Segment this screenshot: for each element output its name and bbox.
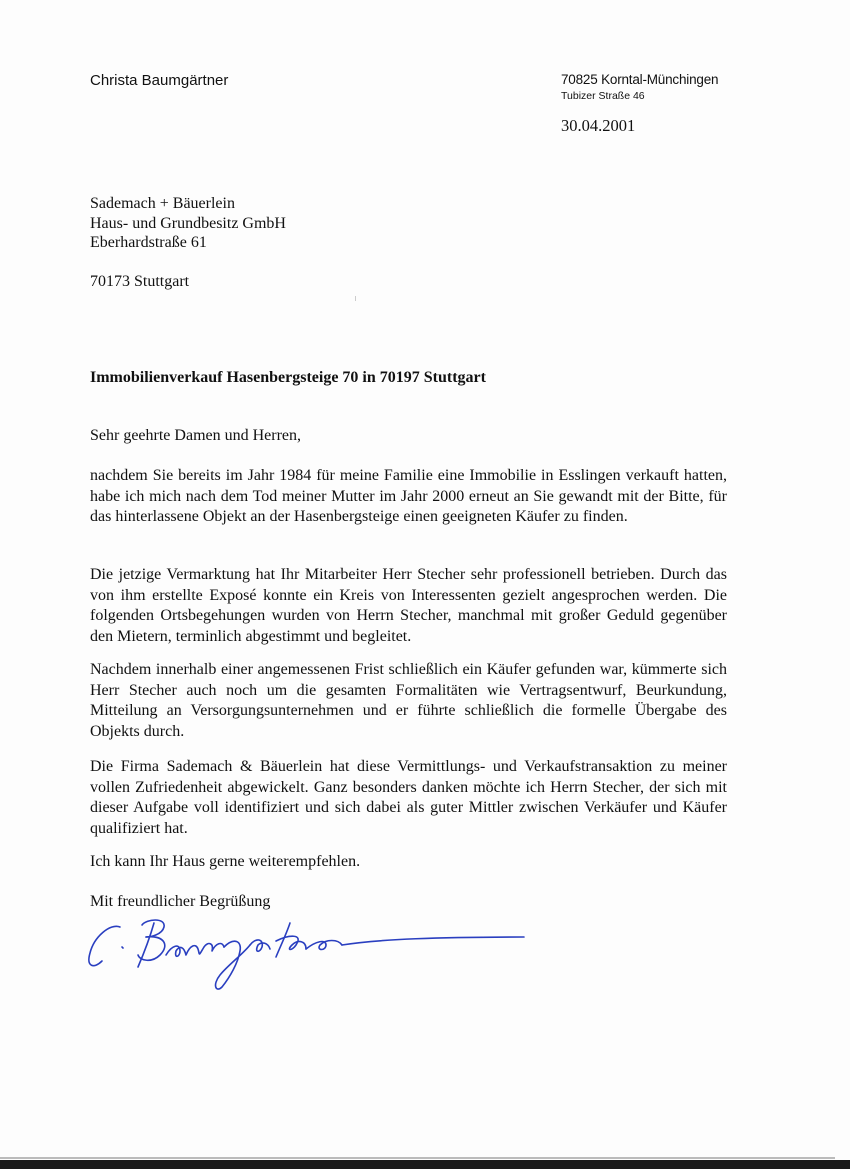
body-paragraph: Nachdem innerhalb einer angemessenen Frist schließlich ein Käufer gefunden war, kümmerte sich Herr Stecher auch noch um die gesamten Formalitäten wie Vertragsentwurf, Beurkundung, Mitteilung an Versorgungsunternehmen und er führte schließlich die formelle Übergabe des Objekts durch. [90,661,727,740]
scan-shadow-line [0,1157,835,1159]
scan-bottom-edge [0,1160,850,1169]
recipient-line: Haus- und Grundbesitz GmbH [90,214,286,232]
closing-remark: Ich kann Ihr Haus gerne weiterempfehlen. [90,853,361,870]
body-paragraph: nachdem Sie bereits im Jahr 1984 für meine Familie eine Immobilie in Esslingen verkauft hatten, habe ich mich nach dem Tod meiner Mutter im Jahr 2000 erneut an Sie gewandt mit der Bitte, für das hinterlassene Objekt an der Hasenbergsteige einen geeigneten Käufer zu finden. [90,467,727,525]
recipient-address [90,194,286,253]
closing-formula: Mit freundlicher Begrüßung [90,893,271,910]
letter-date: 30.04.2001 [561,116,636,135]
recipient-city: 70173 Stuttgart [90,273,190,290]
sender-city: 70825 Korntal-Münchingen [561,72,719,87]
sender-name: Christa Baumgärtner [90,72,229,89]
scan-speck [355,296,356,301]
subject-line: Immobilienverkauf Hasenbergsteige 70 in 70197 Stuttgart [90,369,486,386]
sender-street: Tubizer Straße 46 [561,90,645,102]
body-paragraph: Die Firma Sademach & Bäuerlein hat diese Vermittlungs- und Verkaufstransaktion zu meiner vollen Zufriedenheit abgewickelt. Ganz besonders danken möchte ich Herrn Stecher, der sich mit dieser Aufgabe voll identifiziert und sich dabei als guter Mittler zwischen Verkäufer und Käufer qualifiziert hat. [90,758,727,837]
handwritten-signature-icon [80,915,540,1000]
salutation: Sehr geehrte Damen und Herren, [90,427,302,444]
recipient-line: Sademach + Bäuerlein [90,195,235,212]
recipient-line: Eberhardstraße 61 [90,234,207,251]
body-paragraph: Die jetzige Vermarktung hat Ihr Mitarbeiter Herr Stecher sehr professionell betrieben. Durch das von ihm erstellte Exposé konnte ein Kreis von Interessenten gezielt angesprochen werden. Die folgenden Ortsbegehungen wurden von Herrn Stecher, manchmal mit großer Geduld gegenüber den Mietern, terminlich abgestimmt und begleitet. [90,566,727,645]
